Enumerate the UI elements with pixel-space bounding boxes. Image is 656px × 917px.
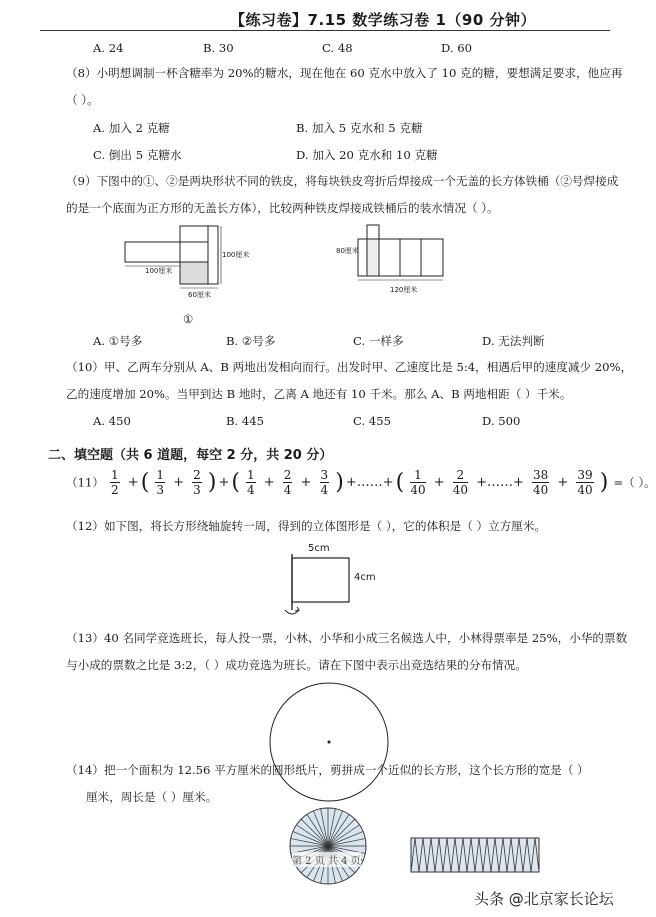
q7-option-c: C. 48 <box>322 41 353 55</box>
q11-frac-10: $\frac{39}{40}$ <box>577 468 593 497</box>
q9-figure-2 <box>355 220 455 285</box>
q13-pie-circle <box>267 680 391 804</box>
q9-option-c: C. 一样多 <box>353 334 404 348</box>
q12-text-line1: （12）如下图，将长方形绕轴旋转一周，得到的立体图形是（ ），它的体积是（ ）立方厘米。 <box>66 519 547 533</box>
q12-label-4cm: 4cm <box>354 572 376 583</box>
q10-option-a: A. 450 <box>93 414 131 428</box>
q10-option-d: D. 500 <box>482 414 521 428</box>
q11-prefix: （11） <box>66 475 104 490</box>
q8-option-d: D. 加入 20 克水和 10 克糖 <box>296 148 438 162</box>
q11-dots: +……+ <box>345 475 394 490</box>
q12-label-5cm: 5cm <box>308 543 330 554</box>
q14-circle-sectors-figure <box>288 806 368 886</box>
q7-option-b: B. 30 <box>203 41 234 55</box>
q10-text-line2: 乙的速度增加 20%。当甲到达 B 地时，乙离 A 地还有 10 千米。那么 A、B 两地相距（ ）千米。 <box>66 387 572 401</box>
q11-frac-3: $\frac{2}{3}$ <box>193 468 201 497</box>
q8-text-line2: （ ）。 <box>66 93 99 107</box>
q9-option-d: D. 无法判断 <box>482 334 545 348</box>
q8-text-line1: （8）小明想调制一杯含糖率为 20%的糖水，现在他在 60 克水中放入了 10 克的糖，要想满足要求，他应再 <box>66 66 623 80</box>
q9-option-b: B. ②号多 <box>226 334 276 348</box>
q11-frac-1: $\frac{1}{2}$ <box>111 468 119 497</box>
q7-option-a: A. 24 <box>93 41 124 55</box>
q11-frac-9: $\frac{38}{40}$ <box>532 468 549 497</box>
q11-frac-4: $\frac{1}{4}$ <box>247 468 255 497</box>
q10-text-line1: （10）甲、乙两车分别从 A、B 两地出发相向而行。出发时甲、乙速度比是 5:4，相遇后甲的速度减少 20%， <box>66 360 633 374</box>
q9-figure-1 <box>120 220 270 320</box>
q9-fig1-label-100: 100厘米 <box>222 251 250 259</box>
q9-fig1-label-100b: 100厘米 <box>145 267 173 275</box>
q11-frac-5: $\frac{2}{4}$ <box>283 468 292 497</box>
watermark: 头条 @北京家长论坛 <box>474 890 614 908</box>
q11-mid-dots: +……+ <box>476 475 524 490</box>
q9-fig2-label-120: 120厘米 <box>390 286 418 294</box>
q11-frac-2: $\frac{1}{3}$ <box>156 468 165 497</box>
page-number: 第 2 页 共 4 页 <box>292 852 361 867</box>
section-2-title: 二、填空题（共 6 道题，每空 2 分，共 20 分） <box>48 448 333 463</box>
page-header <box>0 0 640 30</box>
q8-option-c: C. 倒出 5 克糖水 <box>93 148 182 162</box>
q12-rectangle-figure <box>282 552 352 620</box>
q9-fig2-label-80: 80厘米 <box>336 247 359 255</box>
q11-frac-7: $\frac{1}{40}$ <box>410 468 426 497</box>
q9-text-line2: 的是一个底面为正方形的无盖长方体），比较两种铁皮焊接成铁桶后的装水情况（ ）。 <box>66 201 499 215</box>
question-11: （11） $\frac{1}{2}$ +( $\frac{1}{3}$ + $\frac{2}{3}$ ) +( $\frac{1}{4}$ + $\frac{2}{4}$ + $\frac{3}{4}$ ) +……+( $\frac{1}{40}$ + $\frac{2}{40}$ +……+ $\frac{38}{40}$ + $\frac{39}{40}$ ) =（ ）。 <box>66 468 656 497</box>
q8-option-a: A. 加入 2 克糖 <box>93 121 170 135</box>
page-title: 【练习卷】7.15 数学练习卷 1（90 分钟） <box>230 11 536 29</box>
q13-text-line1: （13）40 名同学竞选班长，每人投一票，小林、小华和小成三名候选人中，小林得票率是 25%，小华的票数 <box>66 631 628 645</box>
q9-fig1-caption: ① <box>183 312 194 326</box>
q11-frac-6: $\frac{3}{4}$ <box>320 468 329 497</box>
q11-suffix: =（ ）。 <box>613 475 656 490</box>
q9-text-line1: （9）下图中的①、②是两块形状不同的铁皮，将每块铁皮弯折后焊接成一个无盖的长方体铁桶（②号焊接成 <box>66 174 619 188</box>
q14-text-line1: （14）把一个面积为 12.56 平方厘米的圆形纸片，剪拼成一个近似的长方形，这个长方形的宽是（ ） <box>66 763 589 777</box>
q7-option-d: D. 60 <box>441 41 473 55</box>
q13-text-line2: 与小成的票数之比是 3:2，（ ）成功竞选为班长。请在下图中表示出竞选结果的分布情况。 <box>66 658 527 672</box>
q10-option-c: C. 455 <box>353 414 391 428</box>
q14-rectangle-approx-figure <box>410 836 542 876</box>
q14-text-line2: 厘米，周长是（ ）厘米。 <box>86 790 218 804</box>
q8-option-b: B. 加入 5 克水和 5 克糖 <box>296 121 423 135</box>
q10-option-b: B. 445 <box>226 414 265 428</box>
q9-option-a: A. ①号多 <box>93 334 143 348</box>
q9-fig1-label-60: 60厘米 <box>188 291 211 299</box>
header-rule <box>40 30 610 31</box>
q11-frac-8: $\frac{2}{40}$ <box>452 468 468 497</box>
